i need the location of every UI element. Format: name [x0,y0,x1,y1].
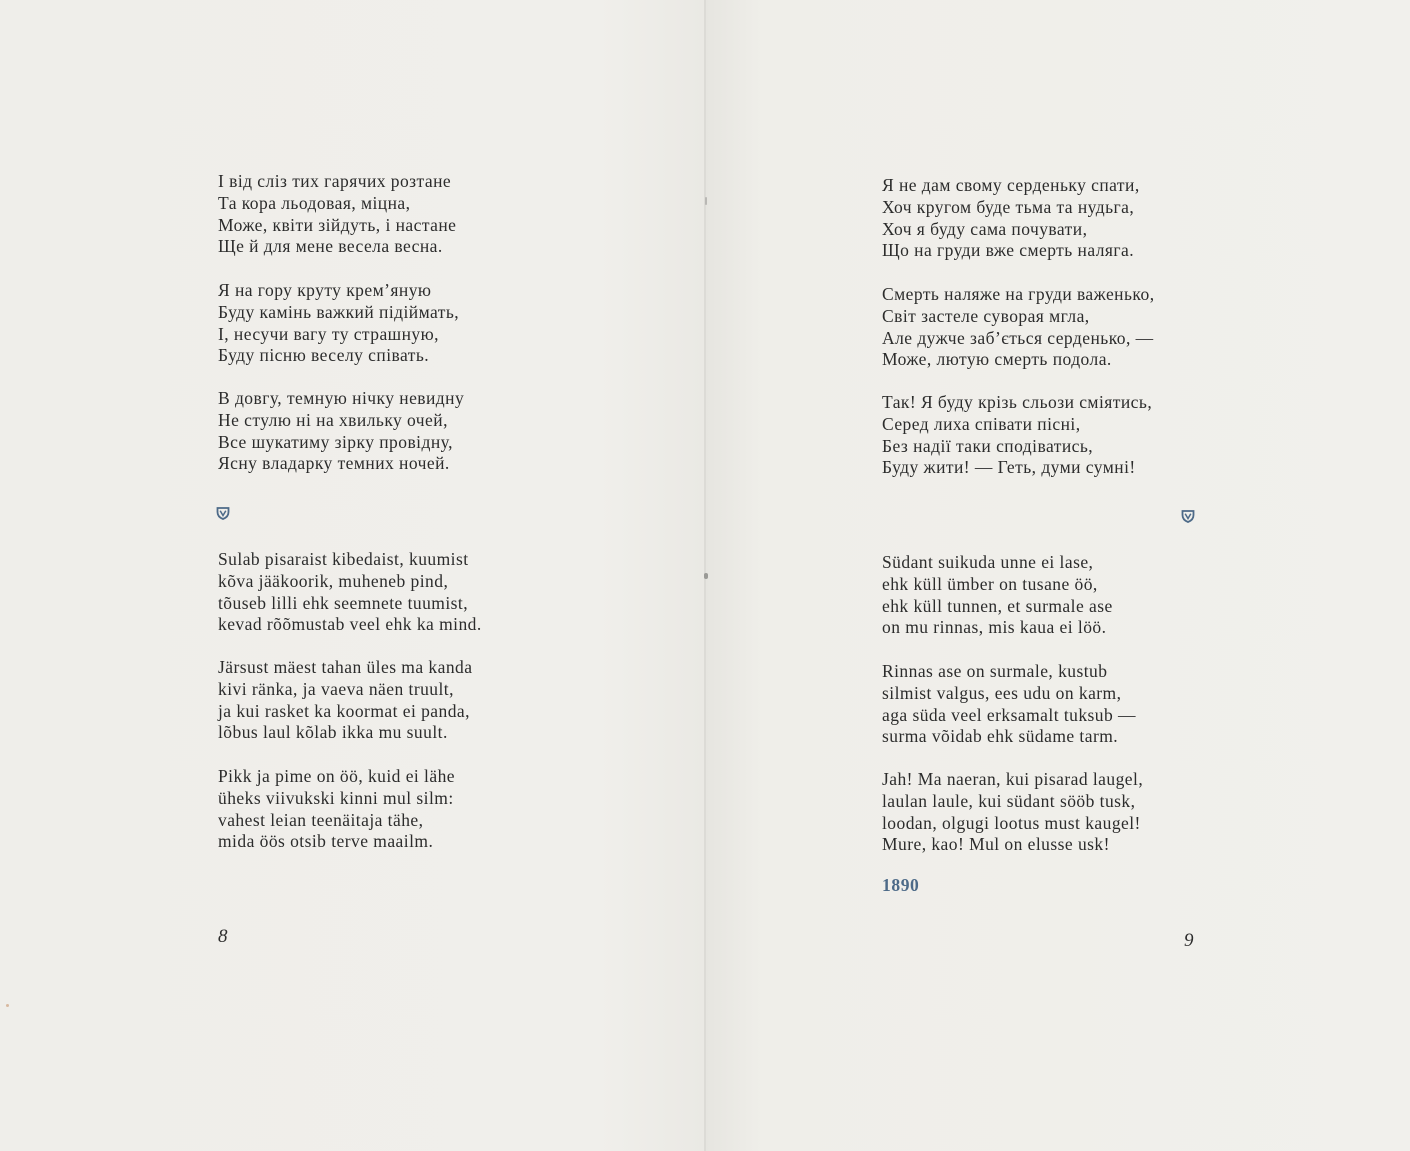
estonian-stanza [218,549,482,636]
poem-line: on mu rinnas, mis kaua ei löö. [882,617,1107,638]
poem-line: Все шукатиму зірку провідну, [218,431,453,452]
ukrainian-stanza [218,388,464,475]
poem-line: Я на гору круту крем’яную [218,280,432,300]
poem-line: Може, квіти зійдуть, і настане [218,214,457,235]
poem-line: Järsust mäest tahan üles ma kanda [218,657,473,677]
poem-line: Jah! Ma naeran, kui pisarad laugel, [882,769,1144,789]
poem-line: vahest leian teenäitaja tähe, [218,809,424,830]
estonian-stanza [218,766,455,853]
poem-line: lõbus laul kõlab ikka mu suult. [218,722,448,743]
poem-line: üheks viivukski kinni mul silm: [218,787,454,808]
paper-speck [6,1004,9,1007]
poem-line: Ясну владарку темних ночей. [218,453,450,474]
poem-line: Не стулю ні на хвильку очей, [218,409,448,430]
right-page [705,0,1410,1151]
poem-line: Rinnas ase on surmale, kustub [882,661,1108,681]
poem-line: kivi ränka, ja vaeva näen truult, [218,678,454,699]
poem-line: Смерть наляже на груди важенько, [882,284,1155,304]
poem-line: Але дужче заб’ється серденько, — [882,327,1154,348]
poem-line: Серед лиха співати пісні, [882,413,1081,434]
poem-line: silmist valgus, ees udu on karm, [882,682,1122,703]
poem-line: Так! Я буду крізь сльози сміятись, [882,392,1153,412]
poem-line: Та кора льодовая, міцна, [218,192,411,213]
ukrainian-stanza [882,392,1152,479]
poem-line: Ще й для мене весела весна. [218,236,443,257]
poem-line: І, несучи вагу ту страшную, [218,323,439,344]
ukrainian-stanza [882,284,1155,371]
poem-line: Pikk ja pime on öö, kuid ei lähe [218,766,456,786]
poem-line: aga süda veel erksamalt tuksub — [882,704,1136,725]
poem-line: ja kui rasket ka koormat ei panda, [218,700,470,721]
poem-line: mida öös otsib terve maailm. [218,831,434,852]
poem-line: ehk küll tunnen, et surmale ase [882,595,1113,616]
ukrainian-stanza [218,280,459,367]
poem-line: Світ застеле суворая мгла, [882,305,1090,326]
poem-line: Хоч я буду сама почувати, [882,218,1088,239]
gutter-mark [705,197,707,205]
poem-line: Буду пісню веселу співать. [218,345,430,366]
poem-line: ehk küll ümber on tusane öö, [882,573,1098,594]
poem-line: Хоч кругом буде тьма та нудьга, [882,196,1135,217]
estonian-stanza [882,769,1143,856]
poem-year: 1890 [882,875,920,895]
poem-line: surma võidab ehk südame tarm. [882,726,1119,747]
poem-line: Буду жити! — Геть, думи сумні! [882,457,1136,478]
estonian-stanza [882,552,1113,639]
shield-ornament-icon [216,506,230,520]
poem-line: Буду камінь важкий підіймать, [218,301,460,322]
ukrainian-stanza [882,175,1140,262]
poem-line: І від сліз тих гарячих розтане [218,171,452,191]
poem-line: Mure, kao! Mul on elusse usk! [882,834,1110,855]
estonian-stanza [218,657,472,744]
poem-line: В довгу, темную нічку невидну [218,388,465,408]
estonian-stanza [882,661,1136,748]
poem-line: Sulab pisaraist kibedaist, kuumist [218,549,469,569]
poem-line: kõva jääkoorik, muheneb pind, [218,570,449,591]
ukrainian-stanza [218,171,456,258]
poem-line: loodan, olgugi lootus must kaugel! [882,812,1141,833]
poem-line: kevad rõõmustab veel ehk ka mind. [218,614,482,635]
page-number: 9 [1184,930,1194,951]
poem-line: Я не дам свому серденьку спати, [882,175,1140,195]
poem-line: Südant suikuda unne ei lase, [882,552,1094,572]
poem-line: Може, лютую смерть подола. [882,349,1112,370]
gutter-mark [704,573,708,579]
shield-ornament-icon [1181,509,1195,523]
poem-line: Без надії таки сподіватись, [882,435,1094,456]
poem-line: laulan laule, kui südant sööb tusk, [882,790,1136,811]
poem-line: Що на груди вже смерть наляга. [882,240,1135,261]
page-number: 8 [218,926,228,947]
poem-line: tõuseb lilli ehk seemnete tuumist, [218,592,469,613]
